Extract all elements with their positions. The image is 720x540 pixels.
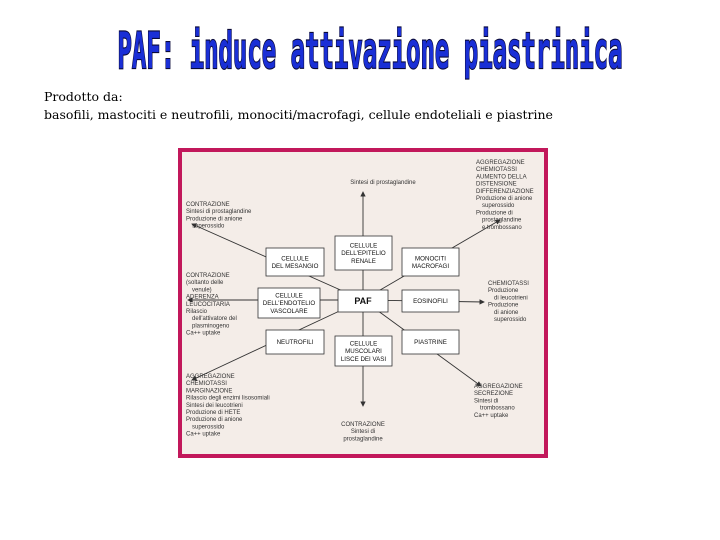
effect-top-right-line: Produzione di [476, 210, 513, 217]
intro-line-2: basofili, mastociti e neutrofili, monociti/macrofagi, cellule endoteliali e piastrine [44, 107, 553, 122]
effect-left-middle-line: CONTRAZIONE [186, 273, 230, 279]
effect-bottom-line: prostaglandine [343, 436, 383, 443]
effect-top-right-line: DIFFERENZIAZIONE [476, 188, 534, 195]
effect-left-middle-line: Rilascio [186, 309, 208, 315]
effect-top-right-line: CHEMIOTASSI [476, 167, 517, 174]
effect-top-right-line: Produzione di anione [476, 196, 533, 202]
effect-right-middle-line: di leucotrieni [494, 295, 528, 302]
cell-eosinophils-label: EOSINOFILI [413, 298, 448, 306]
effect-left-lower-line: Rilascio degli enzimi lisosomiali [186, 395, 270, 402]
intro-line-1: Prodotto da: [44, 89, 123, 104]
effect-left-middle-line: LEUCOCITARIA [186, 301, 230, 308]
effect-top-right-line: e trombossano [482, 224, 522, 231]
cell-monocytes-label: MONOCITI [415, 255, 446, 263]
effect-right-middle-line: CHEMIOTASSI [488, 281, 529, 287]
cell-endothelial-label: VASCOLARE [270, 307, 308, 315]
effect-bottom-right-line: AGGREGAZIONE [474, 384, 523, 390]
effect-top-right-line: AGGREGAZIONE [476, 160, 525, 166]
effect-left-lower-line: AGGREGAZIONE [186, 374, 235, 380]
effect-left-upper-line: Produzione di anione [186, 216, 243, 223]
paf-center-label: PAF [354, 296, 372, 307]
title-text: PAF: induce attivazione piastrinica [117, 22, 623, 80]
cell-platelets [402, 330, 459, 354]
cell-mesangial-label: CELLULE [281, 255, 309, 263]
effect-bottom-right-line: Ca++ uptake [474, 412, 509, 419]
effect-left-upper-line: Sintesi di prostaglandine [186, 209, 252, 216]
effect-bottom-right-line: trombossano [480, 405, 515, 412]
cell-endothelial-label: DELL'ENDOTELIO [262, 300, 316, 308]
effect-right-middle-line: Produzione [488, 288, 519, 295]
effect-bottom-line: CONTRAZIONE [341, 422, 385, 428]
cell-neutrophils-label: NEUTROFILI [276, 339, 314, 347]
cell-neutrophils [266, 330, 324, 354]
effect-top-right-line: prostaglandine [482, 217, 522, 224]
cell-eosinophils [402, 290, 459, 312]
intro-text [44, 88, 553, 124]
effect-bottom-right-line: Sintesi di [474, 398, 499, 405]
effect-top-right-line: superossido [482, 203, 515, 210]
paf-diagram-svg [178, 148, 548, 458]
cell-renal-epithelium-label: RENALE [351, 257, 376, 265]
effect-right-middle-line: superossido [494, 317, 527, 323]
paf-center [338, 290, 388, 312]
effect-right-middle-line: Produzione [488, 302, 519, 309]
effect-left-middle-line: Ca++ uptake [186, 330, 221, 337]
effect-left-middle-line: dell'attivatore del [192, 316, 237, 323]
effect-top-right-line: DISTENSIONE [476, 181, 517, 188]
cell-platelets-label: PIASTRINE [414, 339, 447, 347]
page-title [110, 8, 630, 82]
cell-renal-epithelium-label: DELL'EPITELIO [341, 250, 386, 258]
cell-endothelial [258, 288, 320, 318]
effect-top [350, 180, 416, 186]
effect-left-lower-line: MARGINAZIONE [186, 388, 233, 395]
effect-bottom-right-line: SECREZIONE [474, 391, 514, 398]
effect-left-lower-line: Ca++ uptake [186, 431, 221, 438]
effect-left-lower-line: Produzione di anione [186, 417, 243, 424]
effect-left-lower-line: Sintesi dei leucotrieni [186, 402, 243, 409]
effect-bottom-line: Sintesi di [350, 429, 376, 436]
effect-left-middle-line: ADERENZA [186, 294, 219, 301]
effect-top-right-line: AUMENTO DELLA [476, 174, 527, 181]
effect-left-lower-line: Produzione di HETE [186, 410, 241, 416]
cell-smooth-muscle [335, 336, 392, 366]
effect-left-middle-line: (soltanto delle [186, 280, 224, 287]
cell-endothelial-label: CELLULE [275, 292, 303, 300]
cell-smooth-muscle-label: CELLULE [349, 340, 378, 348]
cell-renal-epithelium-label: CELLULE [349, 242, 378, 250]
cell-monocytes [402, 248, 459, 276]
cell-monocytes-label: MACROFAGI [411, 263, 450, 271]
cell-smooth-muscle-label: MUSCOLARI [345, 348, 382, 356]
effect-left-upper-line: superossido [192, 223, 225, 230]
title-graphic [110, 8, 630, 82]
cell-renal-epithelium [335, 236, 392, 270]
effect-left-lower-line: superossido [192, 424, 225, 431]
effect-top-line: Sintesi di prostaglandine [350, 180, 416, 186]
effect-left-middle-line: plasminogeno [192, 323, 230, 330]
cell-mesangial [266, 248, 324, 276]
effect-right-middle-line: di anione [494, 309, 519, 316]
effect-left-middle-line: venule) [192, 287, 212, 294]
effect-left-lower-line: CHEMIOTASSI [186, 381, 227, 388]
paf-diagram [178, 148, 548, 458]
cell-mesangial-label: DEL MESANGIO [271, 263, 319, 271]
effect-left-upper-line: CONTRAZIONE [186, 202, 230, 208]
cell-smooth-muscle-label: LISCE DEI VASI [340, 355, 387, 363]
